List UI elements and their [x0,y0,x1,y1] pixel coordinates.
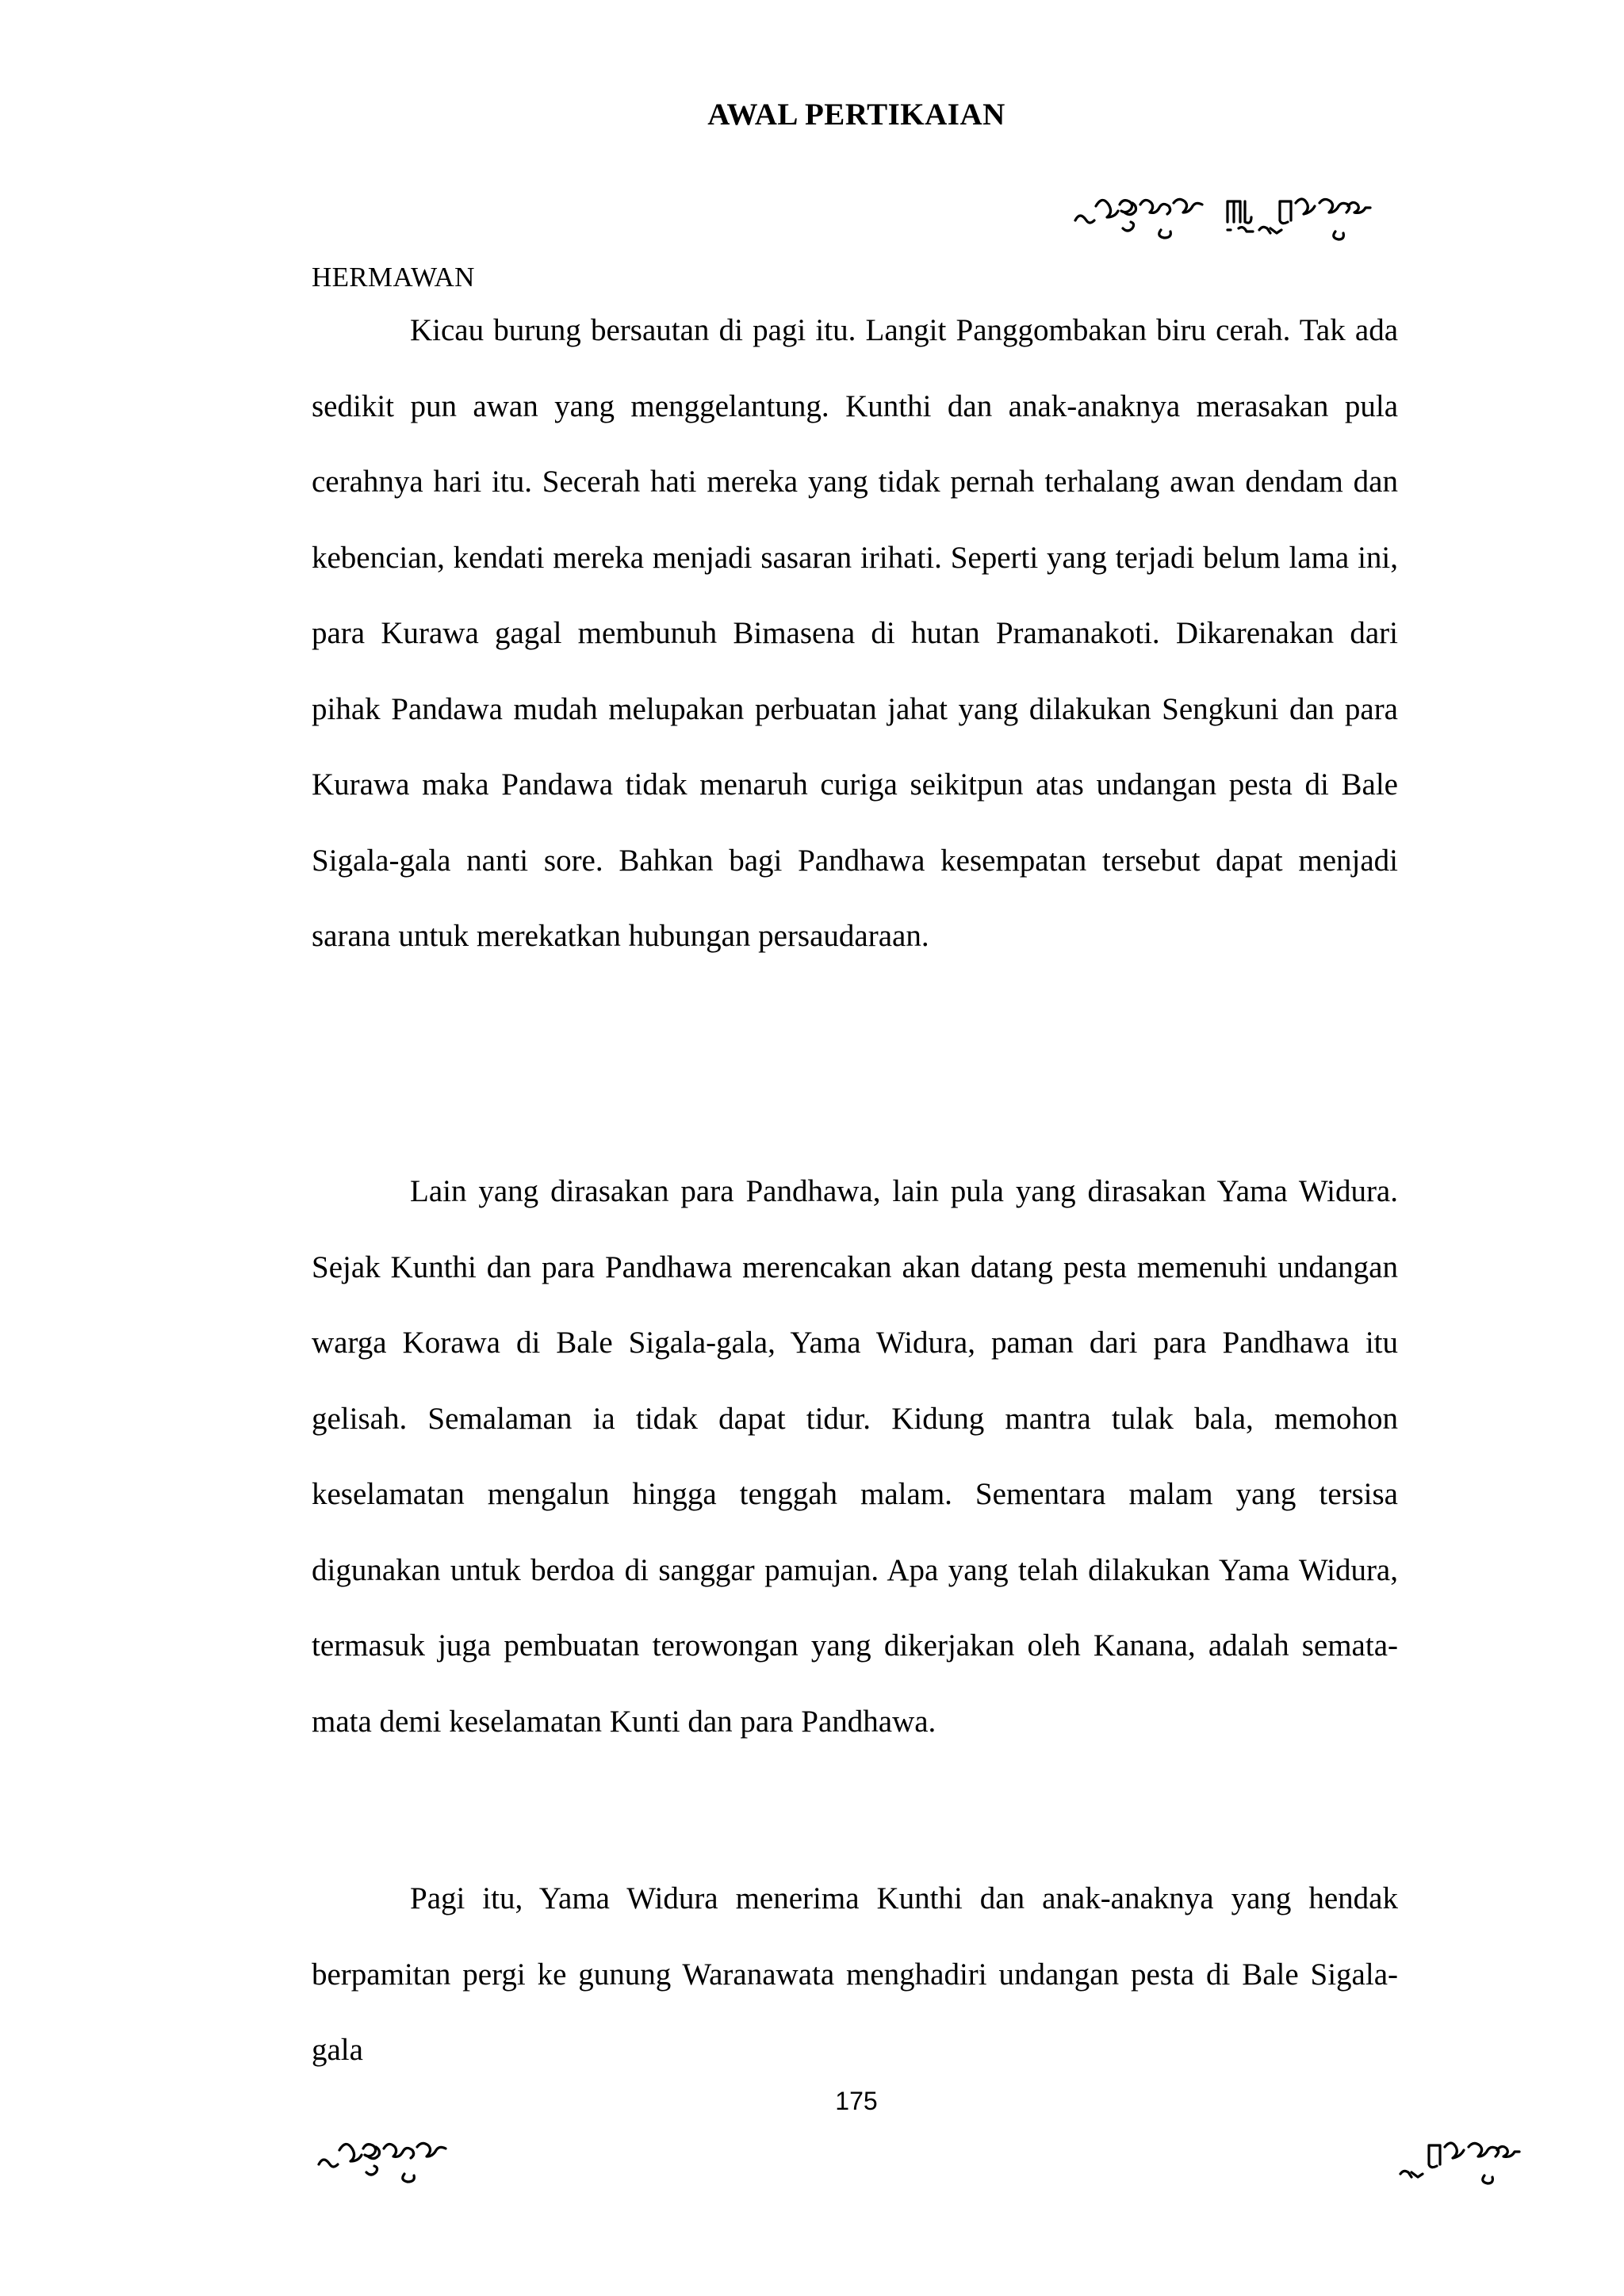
paragraph-1: Kicau burung bersautan di pagi itu. Langit Panggombakan biru cerah. Tak ada sedikit pun awan yang menggelantung. Kunthi dan anak-anaknya merasakan pula cerahnya hari itu. Secerah hati mereka yang tidak pernah terhalang awan dendam dan kebencian, kendati mereka menjadi sasaran irihati. Seperti yang terjadi belum lama ini, para Kurawa gagal membunuh Bimasena di hutan Pramanakoti. Dikarenakan dari pihak Pandawa mudah melupakan perbuatan jahat yang dilakukan Sengkuni dan para Kurawa maka Pandawa tidak menaruh curiga seikitpun atas undangan pesta di Bale Sigala-gala nanti sore. Bahkan bagi Pandhawa kesempatan tersebut dapat menjadi sarana untuk merekatkan hubungan persaudaraan. [312,313,1398,953]
author-name: HERMAWAN [312,262,475,293]
paragraph-2: Lain yang dirasakan para Pandhawa, lain pula yang dirasakan Yama Widura. Sejak Kunthi dan para Pandhawa merencakan akan datang pesta memenuhi undangan warga Korawa di Bale Sigala-gala, Yama Widura, paman dari para Pandhawa itu gelisah. Semalaman ia tidak dapat tidur. Kidung mantra tulak bala, memohon keselamatan mengalun hingga tenggah malam. Sementara malam yang tersisa digunakan untuk berdoa di sanggar pamujan. Apa yang telah dilakukan Yama Widura, termasuk juga pembuatan terowongan yang dikerjakan oleh Kanana, adalah semata-mata demi keselamatan Kunti dan para Pandhawa. [312,1174,1398,1739]
javanese-script-footer-right [1397,2134,1564,2190]
javanese-script-header [1072,190,1405,246]
page-number: 175 [835,2087,878,2115]
paragraph-3: Pagi itu, Yama Widura menerima Kunthi dan anak-anaknya yang hendak berpamitan pergi ke gunung Waranawata menghadiri undangan pesta di Bale Sigala-gala [312,1881,1398,2067]
page-title: AWAL PERTIKAIAN [707,98,1005,132]
javanese-script-footer-left [316,2134,498,2190]
